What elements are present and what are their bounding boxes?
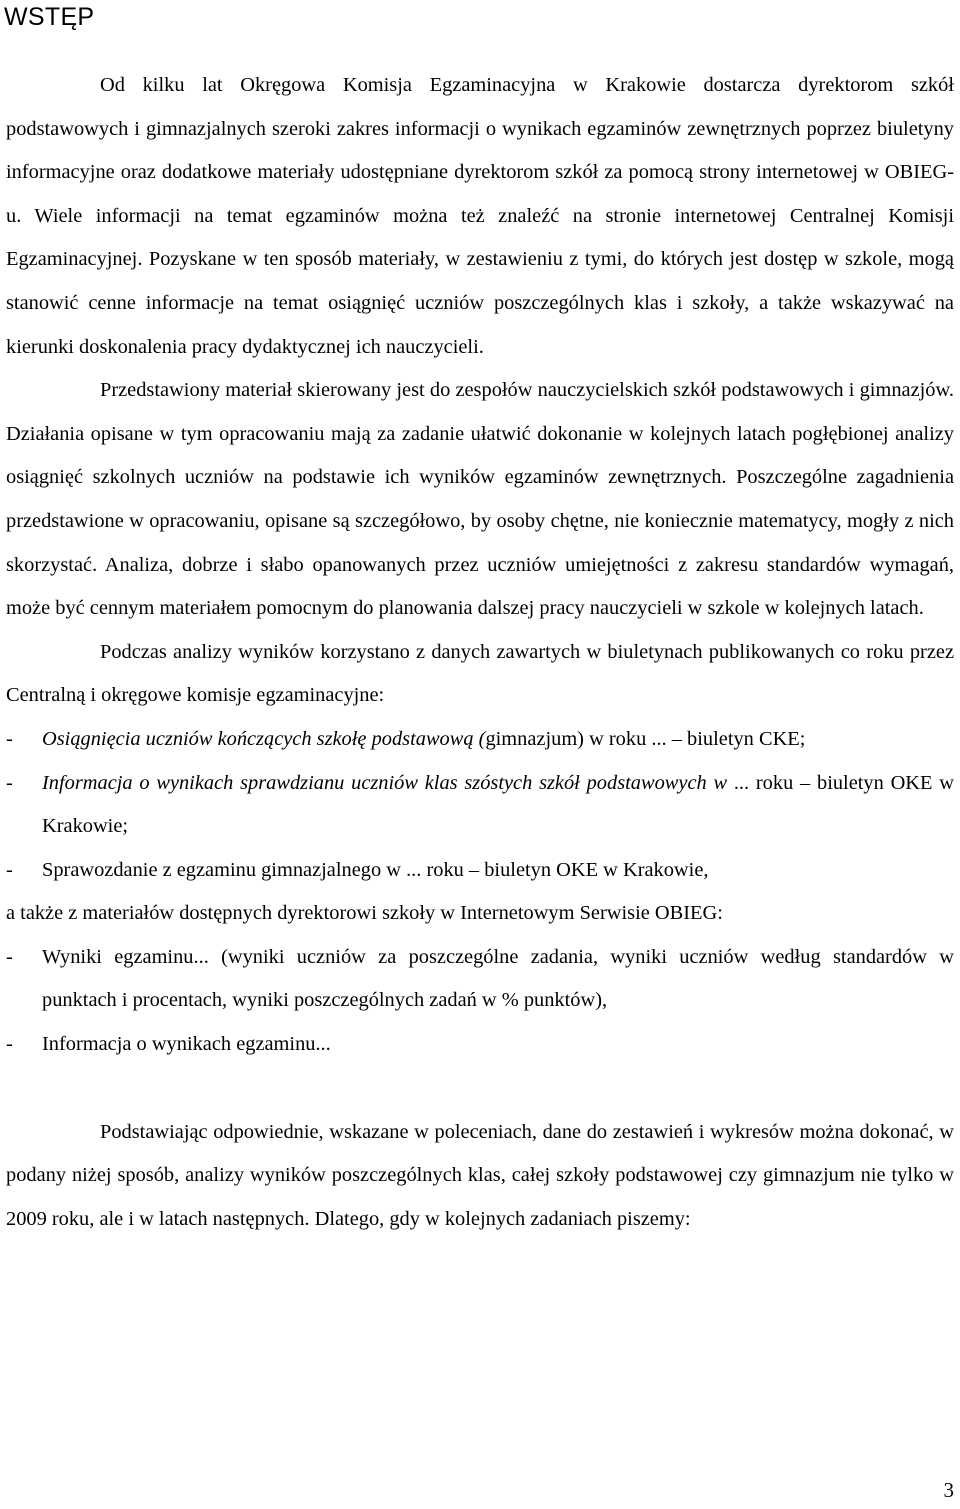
section-heading: WSTĘP bbox=[4, 3, 95, 31]
closing-paragraph: Podstawiając odpowiednie, wskazane w poleceniach, dane do zestawień i wykresów można dokonać, w podany niżej sposób, analizy wyników poszczególnych klas, całej szkoły podstawowej czy gimnazjum nie tylko w 2009 roku, ale i w latach następnych. Dlatego, gdy w kolejnych zadaniach piszemy: bbox=[6, 1120, 954, 1230]
bulletin-source: gimnazjum) w roku ... – biuletyn CKE; bbox=[485, 727, 806, 750]
page-number: 3 bbox=[943, 1478, 954, 1502]
list-dash: - bbox=[6, 727, 13, 750]
bulletin-title: Informacja o wynikach sprawdzianu uczniów klas szóstych szkół podstawowych w bbox=[42, 771, 728, 794]
bulletin-title: Osiągnięcia uczniów kończących szkołę podstawową ( bbox=[42, 727, 486, 750]
bulletin-source: Sprawozdanie z egzaminu gimnazjalnego w ... roku – biuletyn OKE w Krakowie, bbox=[42, 858, 709, 881]
list-item bbox=[6, 762, 954, 849]
body-text bbox=[6, 64, 954, 1241]
list-dash: - bbox=[6, 771, 13, 794]
purpose-paragraph: Przedstawiony materiał skierowany jest do zespołów nauczycielskich szkół podstawowych i gimnazjów. Działania opisane w tym opracowaniu mają za zadanie ułatwić dokonanie w kolejnych latach pogłębionej analizy osiągnięć szkolnych uczniów na podstawie ich wyników egzaminów zewnętrznych. Poszczególne zagadnienia przedstawione w opracowaniu, opisane są szczegółowo, by osoby chętne, nie koniecznie matematycy, mogły z nich skorzystać. Analiza, dobrze i słabo opanowanych przez uczniów umiejętności z zakresu standardów wymagań, może być cennym materiałem pomocnym do planowania dalszej pracy nauczycieli w szkole w kolejnych latach. bbox=[6, 379, 954, 620]
list-dash: - bbox=[6, 858, 13, 881]
list-dash: - bbox=[6, 1033, 13, 1056]
obieg-item-text: Wyniki egzaminu... (wyniki uczniów za poszczególne zadania, wyniki uczniów według standardów w punktach i procentach, wyniki poszczególnych zadań w % punktów), bbox=[42, 945, 954, 1012]
list-item bbox=[6, 1023, 954, 1067]
list-item bbox=[6, 849, 954, 893]
paragraph-spacer bbox=[6, 1067, 954, 1111]
list-dash: - bbox=[6, 945, 13, 968]
obieg-item-text: Informacja o wynikach egzaminu... bbox=[42, 1033, 331, 1056]
intro-paragraph: Od kilku lat Okręgowa Komisja Egzaminacyjna w Krakowie dostarcza dyrektorom szkół podstawowych i gimnazjalnych szeroki zakres informacji o wynikach egzaminów zewnętrznych poprzez biuletyny informacyjne oraz dodatkowe materiały udostępniane dyrektorom szkół za pomocą strony internetowej w OBIEG-u. Wiele informacji na temat egzaminów można też znaleźć na stronie internetowej Centralnej Komisji Egzaminacyjnej. Pozyskane w ten sposób materiały, w zestawieniu z tymi, do których jest dostęp w szkole, mogą stanowić cenne informacje na temat osiągnięć uczniów poszczególnych klas i szkoły, a także wskazywać na kierunki doskonalenia pracy dydaktycznej ich nauczycieli. bbox=[6, 74, 954, 358]
bulletin-list bbox=[6, 718, 954, 892]
obieg-intro-paragraph: a także z materiałów dostępnych dyrektorowi szkoły w Internetowym Serwisie OBIEG: bbox=[6, 902, 723, 925]
list-item bbox=[6, 718, 954, 762]
obieg-list bbox=[6, 936, 954, 1067]
bulletin-source: ... roku – biuletyn OKE w Krakowie; bbox=[42, 771, 954, 838]
list-item bbox=[6, 936, 954, 1023]
sources-paragraph: Podczas analizy wyników korzystano z danych zawartych w biuletynach publikowanych co roku przez Centralną i okręgowe komisje egzaminacyjne: bbox=[6, 640, 954, 707]
